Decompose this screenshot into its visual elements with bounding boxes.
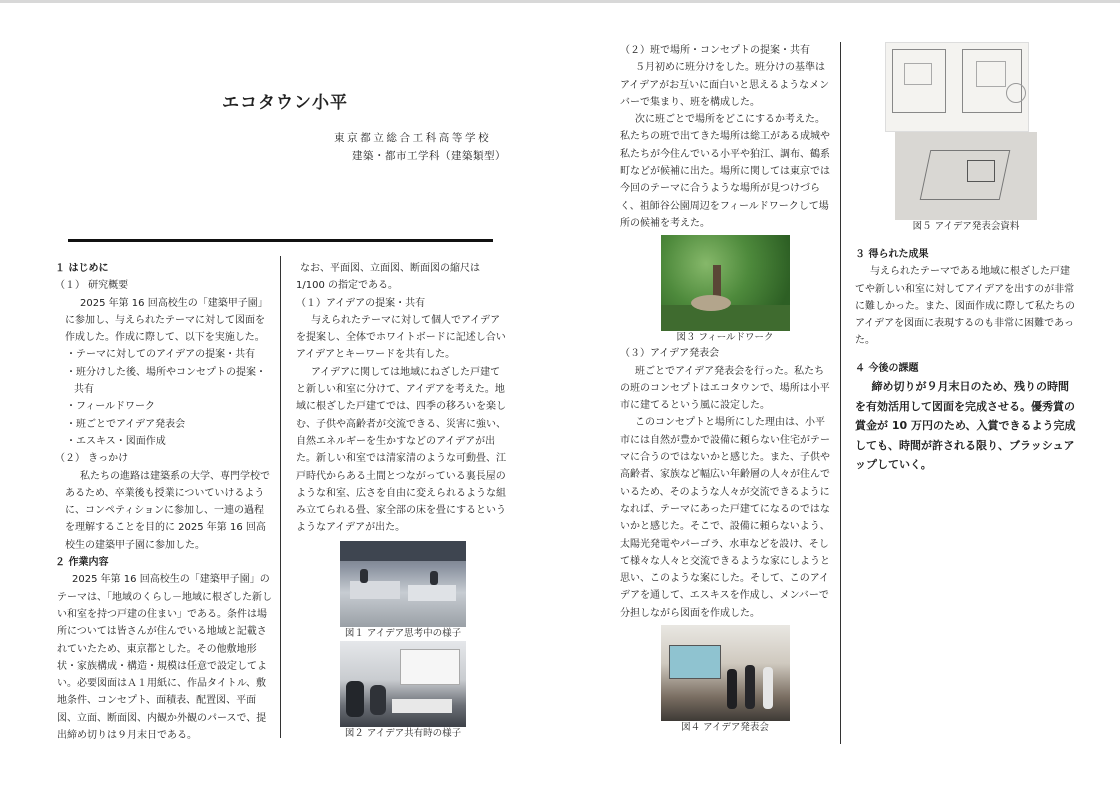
section-3-paragraph: 与えられたテーマである地域に根ざした戸建てや新しい和室に対してアイデアを出すのが非常に難しかった。また、図面作成に際して私たちのアイデアを図面に表現するのも非常に困難であった。	[855, 266, 1075, 347]
column-divider-1	[280, 256, 281, 738]
figure-5-floorplan	[885, 42, 1029, 132]
section-2-3-paragraph-2: このコンセプトと場所にした理由は、小平市には自然が豊かで設備に頼らない住宅がテーマに合うのではないかと感じた。また、子供や高齢者、家族など幅広い年齢層の人々が住んでいるため、そのような人々が交流できるようになれば、テーマにあった戸建てになるのではないかと感じた。そこで、設備に頼らないよう、太陽光発電やパーゴラ、水車などを設け、そして様々な人々と交流できるような家にしようと思い、このような案にした。そして、このアイデアを通して、エスキスを作成し、メンバーで分担しながら図面を作成した。	[620, 417, 830, 619]
top-border	[0, 0, 1120, 3]
section-1-1-paragraph: 2025 年第 16 回高校生の「建築甲子園」に参加し、与えられたテーマに対して図面を作成した。作成に際して、以下を実施した。	[65, 297, 268, 344]
bullet-item: ・班ごとでアイデア発表会	[66, 418, 186, 430]
bullet-item: ・フィールドワーク	[66, 401, 155, 413]
figure-4-caption: 図４ アイデア発表会	[681, 722, 769, 734]
title-divider	[68, 239, 493, 242]
section-2-1-paragraph-2: アイデアに関しては地域にねざした戸建てと新しい和室に分けて、アイデアを考えた。地域に根ざした戸建てでは、四季の移ろいを楽しむ、子供や高齢者が交流できる、災害に強い、自然エネルギーを生かすなどのアイデアが出た。新しい和室では清家清のような可動畳、江戸時代からある土間とつながっている裏長屋のような和室、広さを自由に変えられるような組み立てられる畳、家全部の床を畳にするというようなアイデアが出た。	[296, 366, 506, 534]
section-2-2-heading: （２）班で場所・コンセプトの提案・共有	[620, 45, 810, 56]
school-name: 東京都立総合工科高等学校	[334, 132, 492, 144]
section-1-1-heading: （１） 研究概要	[55, 280, 129, 292]
section-2-heading: ２ 作業内容	[55, 557, 109, 569]
section-4-heading: ４ 今後の課題	[855, 362, 919, 374]
bullet-item: ・班分けした後、場所やコンセプトの提案・共有	[66, 366, 266, 396]
section-2-3-paragraph-1: 班ごとでアイデア発表会を行った。私たちの班のコンセプトはエコタウンで、場所は小平市に建てるという風に設定した。	[620, 365, 830, 412]
figure-4-photo	[661, 625, 790, 721]
section-2-2-paragraph-2: 次に班ごとで場所をどこにするか考えた。私たちの班で出てきた場所は総工がある成城や私たちが今住んでいる小平や狛江、調布、鶴系町などが候補に出た。場所に関しては東京では今回のテーマに合うような場所が見つけづらく、祖師谷公園周辺をフィールドワークして場所の候補を考えた。	[620, 114, 830, 229]
figure-2-caption: 図２ アイデア共有時の様子	[344, 727, 462, 739]
section-1-2-paragraph: 私たちの進路は建築系の大学、専門学校であるため、卒業後も授業についていけるように、コンペティションに参加し、一連の過程を理解することを目的に 2025 年第 16 回高校生の建築甲子園に参加した。	[65, 470, 270, 551]
section-2-1-heading: （１）アイデアの提案・共有	[296, 297, 426, 309]
bullet-item: ・エスキス・図面作成	[66, 435, 166, 447]
section-2-3-heading: （３）アイデア発表会	[620, 348, 720, 360]
column-3	[620, 42, 830, 735]
figure-3-photo	[661, 235, 790, 331]
section-1-heading: １ はじめに	[55, 263, 109, 274]
figure-5-sketch	[895, 132, 1037, 220]
figure-1-caption: 図１ アイデア思考中の様子	[344, 627, 462, 639]
column-2	[296, 260, 510, 741]
bullet-item: ・テーマに対してのアイデアの提案・共有	[66, 349, 256, 361]
page-title: エコタウン小平	[222, 93, 348, 113]
column-4	[855, 42, 1077, 475]
section-2-2-paragraph-1: ５月初めに班分けをした。班分けの基準はアイデアがお互いに面白いと思えるようなメンバーで集まり、班を構成した。	[620, 62, 830, 108]
figure-3-caption: 図３ フィールドワーク	[676, 332, 774, 344]
column-divider-2	[840, 42, 841, 744]
section-2-paragraph: 2025 年第 16 回高校生の「建築甲子園」のテーマは、「地域のくらし－地域に根ざした新しい和室を持つ戸建の住まい」である。条件は場所については皆さんが住んでいる地域と記載されていたため、東京都とした。その他敷地形状・家族構成・構造・規模は任意で設定してよい。必要図面はＡ１用紙に、作品タイトル、敷地条件、コンセプト、面積表、配置図、平面図、立面、断面図、内観か外観のパースで、提出締め切りは９月末日である。	[57, 574, 272, 742]
column-1	[55, 260, 273, 744]
figure-5-caption: 図５ アイデア発表会資料	[912, 221, 1020, 232]
figure-2-photo	[340, 641, 466, 727]
section-2-1-paragraph-1: 与えられたテーマに対して個人でアイデアを提案し、全体でホワイトボードに記述し合いアイデアとキーワードを共有した。	[296, 314, 506, 361]
section-1-2-heading: （２） きっかけ	[55, 453, 129, 465]
figure-1-photo	[340, 541, 466, 627]
department-name: 建築・都市工学科（建築類型）	[352, 150, 506, 162]
section-4-paragraph: 締め切りが９月末日のため、残りの時間を有効活用して図面を完成させる。優秀賞の賞金が 10 万円のため、入賞できるよう完成しても、時間が許される限り、ブラッシュアップしていく。	[855, 380, 1076, 472]
section-3-heading: ３ 得られた成果	[855, 249, 929, 260]
scale-note: なお、平面図、立面図、断面図の縮尺は 1/100 の指定である。	[296, 263, 480, 292]
